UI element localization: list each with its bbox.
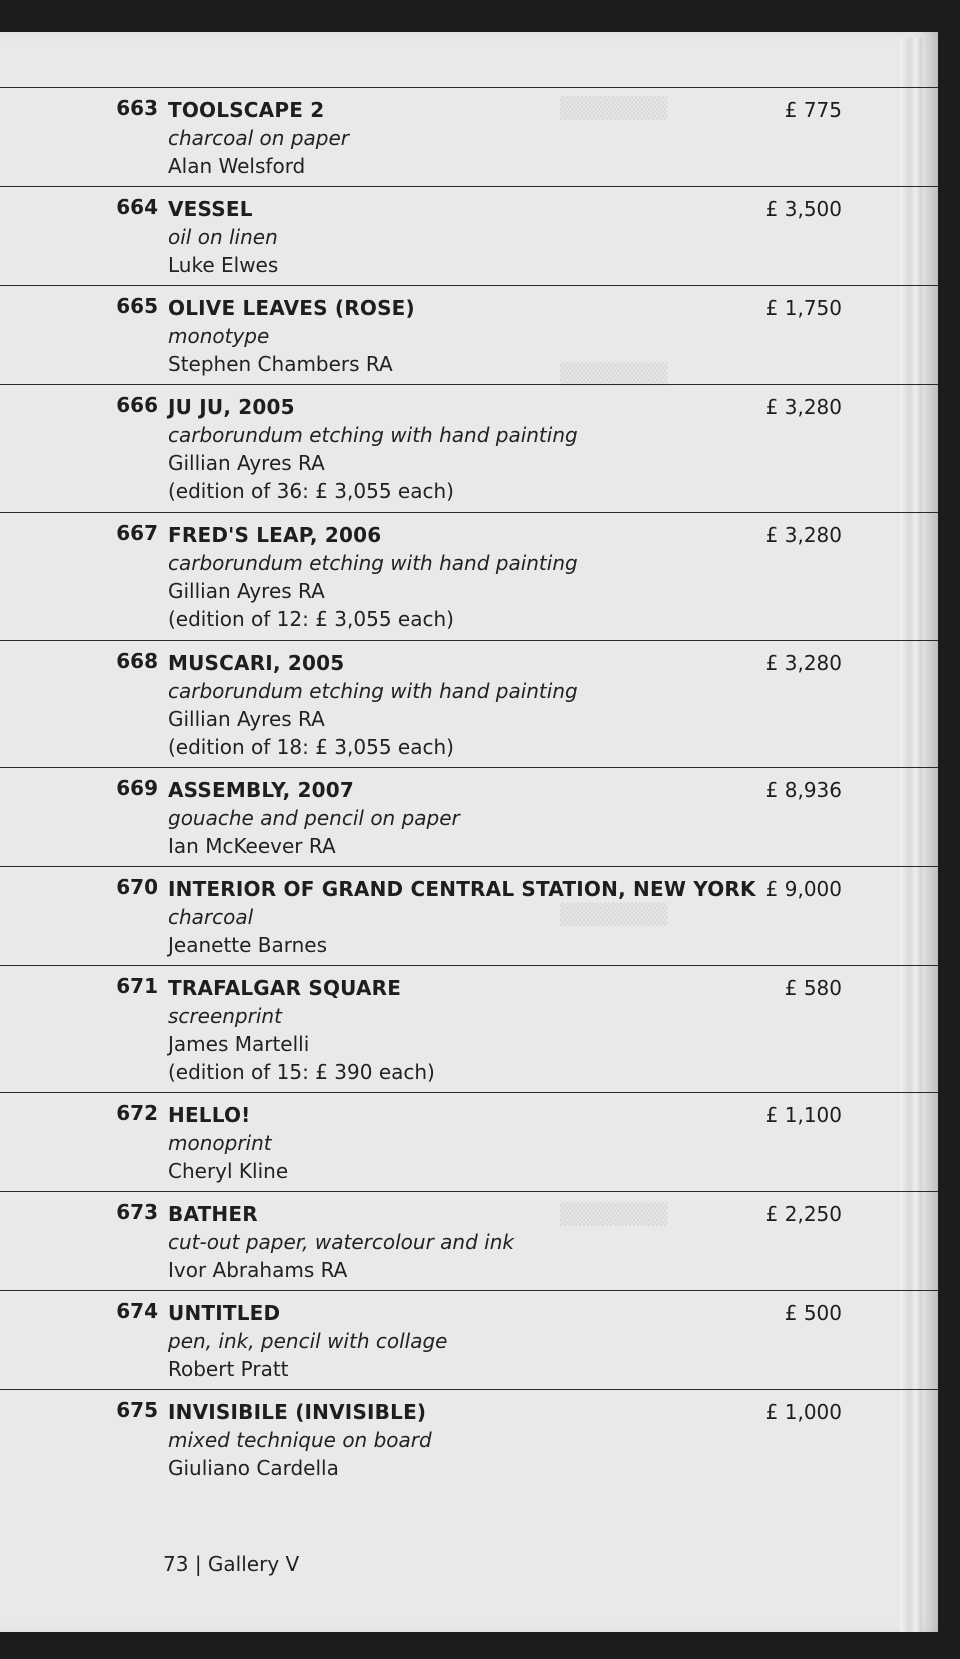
- entry-details: [168, 974, 435, 1086]
- entry-medium: pen, ink, pencil with collage: [168, 1329, 448, 1353]
- entry-details: [168, 1299, 447, 1383]
- catalogue-page: [0, 32, 938, 1632]
- page-edge: [900, 38, 922, 1632]
- entry-edition: (edition of 15: £ 390 each): [168, 1060, 435, 1084]
- entry-artist: Ian McKeever RA: [168, 834, 336, 858]
- catalogue-entry: [0, 285, 938, 376]
- entry-details: [168, 1101, 288, 1185]
- entry-edition: (edition of 36: £ 3,055 each): [168, 479, 454, 503]
- entry-artist: Gillian Ayres RA: [168, 451, 325, 475]
- catalogue-entry: [0, 512, 938, 631]
- entry-number: 671: [116, 974, 158, 998]
- entry-medium: monotype: [168, 324, 270, 348]
- page-number: 73: [163, 1552, 189, 1576]
- entry-details: [168, 776, 460, 860]
- entry-title: MUSCARI, 2005: [168, 651, 345, 675]
- catalogue-entry: [0, 186, 938, 277]
- entry-medium: screenprint: [168, 1004, 282, 1028]
- entry-price: £ 1,100: [765, 1103, 842, 1127]
- show-through-text: ▒▒▒▒▒▒▒: [560, 362, 668, 386]
- entry-title: ASSEMBLY, 2007: [168, 778, 355, 802]
- entry-medium: mixed technique on board: [168, 1428, 432, 1452]
- catalogue-entry: [0, 767, 938, 858]
- entry-title: BATHER: [168, 1202, 258, 1226]
- entry-details: [168, 521, 578, 633]
- page-footer: [163, 1552, 299, 1576]
- entry-artist: Giuliano Cardella: [168, 1456, 339, 1480]
- entry-price: £ 1,000: [765, 1400, 842, 1424]
- entry-title: UNTITLED: [168, 1301, 281, 1325]
- entry-price: £ 3,280: [765, 523, 842, 547]
- catalogue-entry: [0, 1191, 938, 1282]
- entry-number: 673: [116, 1200, 158, 1224]
- entry-artist: Gillian Ayres RA: [168, 579, 325, 603]
- entry-price: £ 8,936: [765, 778, 842, 802]
- entry-number: 664: [116, 195, 158, 219]
- entry-price: £ 9,000: [765, 877, 842, 901]
- entry-title: INVISIBILE (INVISIBLE): [168, 1400, 427, 1424]
- entry-number: 670: [116, 875, 158, 899]
- entry-price: £ 500: [784, 1301, 842, 1325]
- entry-artist: Cheryl Kline: [168, 1159, 289, 1183]
- entry-title: VESSEL: [168, 197, 253, 221]
- entry-details: [168, 1398, 432, 1482]
- entry-artist: Luke Elwes: [168, 253, 279, 277]
- entry-number: 674: [116, 1299, 158, 1323]
- entry-edition: (edition of 18: £ 3,055 each): [168, 735, 454, 759]
- entry-artist: James Martelli: [168, 1032, 310, 1056]
- entry-medium: carborundum etching with hand painting: [168, 551, 578, 575]
- entry-medium: gouache and pencil on paper: [168, 806, 460, 830]
- entry-number: 675: [116, 1398, 158, 1422]
- entry-details: [168, 96, 349, 180]
- entry-artist: Jeanette Barnes: [168, 933, 328, 957]
- entry-medium: carborundum etching with hand painting: [168, 679, 578, 703]
- entry-medium: monoprint: [168, 1131, 272, 1155]
- catalogue-entry: [0, 384, 938, 503]
- entry-medium: oil on linen: [168, 225, 278, 249]
- show-through-text: ▒▒▒▒▒▒▒: [560, 1202, 668, 1226]
- catalogue-entry: [0, 1092, 938, 1183]
- entry-title: TOOLSCAPE 2: [168, 98, 325, 122]
- entry-title: FRED'S LEAP, 2006: [168, 523, 382, 547]
- entry-price: £ 2,250: [765, 1202, 842, 1226]
- entry-medium: cut-out paper, watercolour and ink: [168, 1230, 514, 1254]
- entry-medium: carborundum etching with hand painting: [168, 423, 578, 447]
- entry-artist: Gillian Ayres RA: [168, 707, 325, 731]
- entry-medium: charcoal on paper: [168, 126, 349, 150]
- entry-details: [168, 195, 278, 279]
- entry-number: 667: [116, 521, 158, 545]
- catalogue-entry: [0, 1290, 938, 1381]
- entry-number: 663: [116, 96, 158, 120]
- entry-details: [168, 393, 578, 505]
- entry-price: £ 1,750: [765, 296, 842, 320]
- entry-details: [168, 294, 415, 378]
- entry-number: 669: [116, 776, 158, 800]
- entry-price: £ 775: [784, 98, 842, 122]
- entry-price: £ 580: [784, 976, 842, 1000]
- footer-separator: |: [194, 1552, 202, 1576]
- show-through-text: ▒▒▒▒▒▒▒: [560, 96, 668, 120]
- entry-title: TRAFALGAR SQUARE: [168, 976, 402, 1000]
- entry-artist: Ivor Abrahams RA: [168, 1258, 348, 1282]
- entry-artist: Robert Pratt: [168, 1357, 289, 1381]
- entry-edition: (edition of 12: £ 3,055 each): [168, 607, 454, 631]
- catalogue-entry: [0, 87, 938, 178]
- entry-price: £ 3,280: [765, 395, 842, 419]
- entry-details: [168, 1200, 514, 1284]
- entry-title: OLIVE LEAVES (ROSE): [168, 296, 415, 320]
- catalogue-entry: [0, 866, 938, 957]
- entry-title: HELLO!: [168, 1103, 251, 1127]
- entry-artist: Alan Welsford: [168, 154, 306, 178]
- entry-details: [168, 649, 578, 761]
- entry-number: 665: [116, 294, 158, 318]
- entry-title: INTERIOR OF GRAND CENTRAL STATION, NEW YORK: [168, 877, 756, 901]
- show-through-text: ▒▒▒▒▒▒▒: [560, 902, 668, 926]
- catalogue-entry: [0, 640, 938, 759]
- entry-details: [168, 875, 756, 959]
- catalogue-entry: [0, 1389, 938, 1480]
- section-name: Gallery V: [207, 1552, 300, 1576]
- entry-title: JU JU, 2005: [168, 395, 295, 419]
- entry-number: 672: [116, 1101, 158, 1125]
- entry-artist: Stephen Chambers RA: [168, 352, 393, 376]
- entry-price: £ 3,500: [765, 197, 842, 221]
- entry-medium: charcoal: [168, 905, 254, 929]
- entry-price: £ 3,280: [765, 651, 842, 675]
- catalogue-entry: [0, 965, 938, 1084]
- entry-number: 666: [116, 393, 158, 417]
- entry-number: 668: [116, 649, 158, 673]
